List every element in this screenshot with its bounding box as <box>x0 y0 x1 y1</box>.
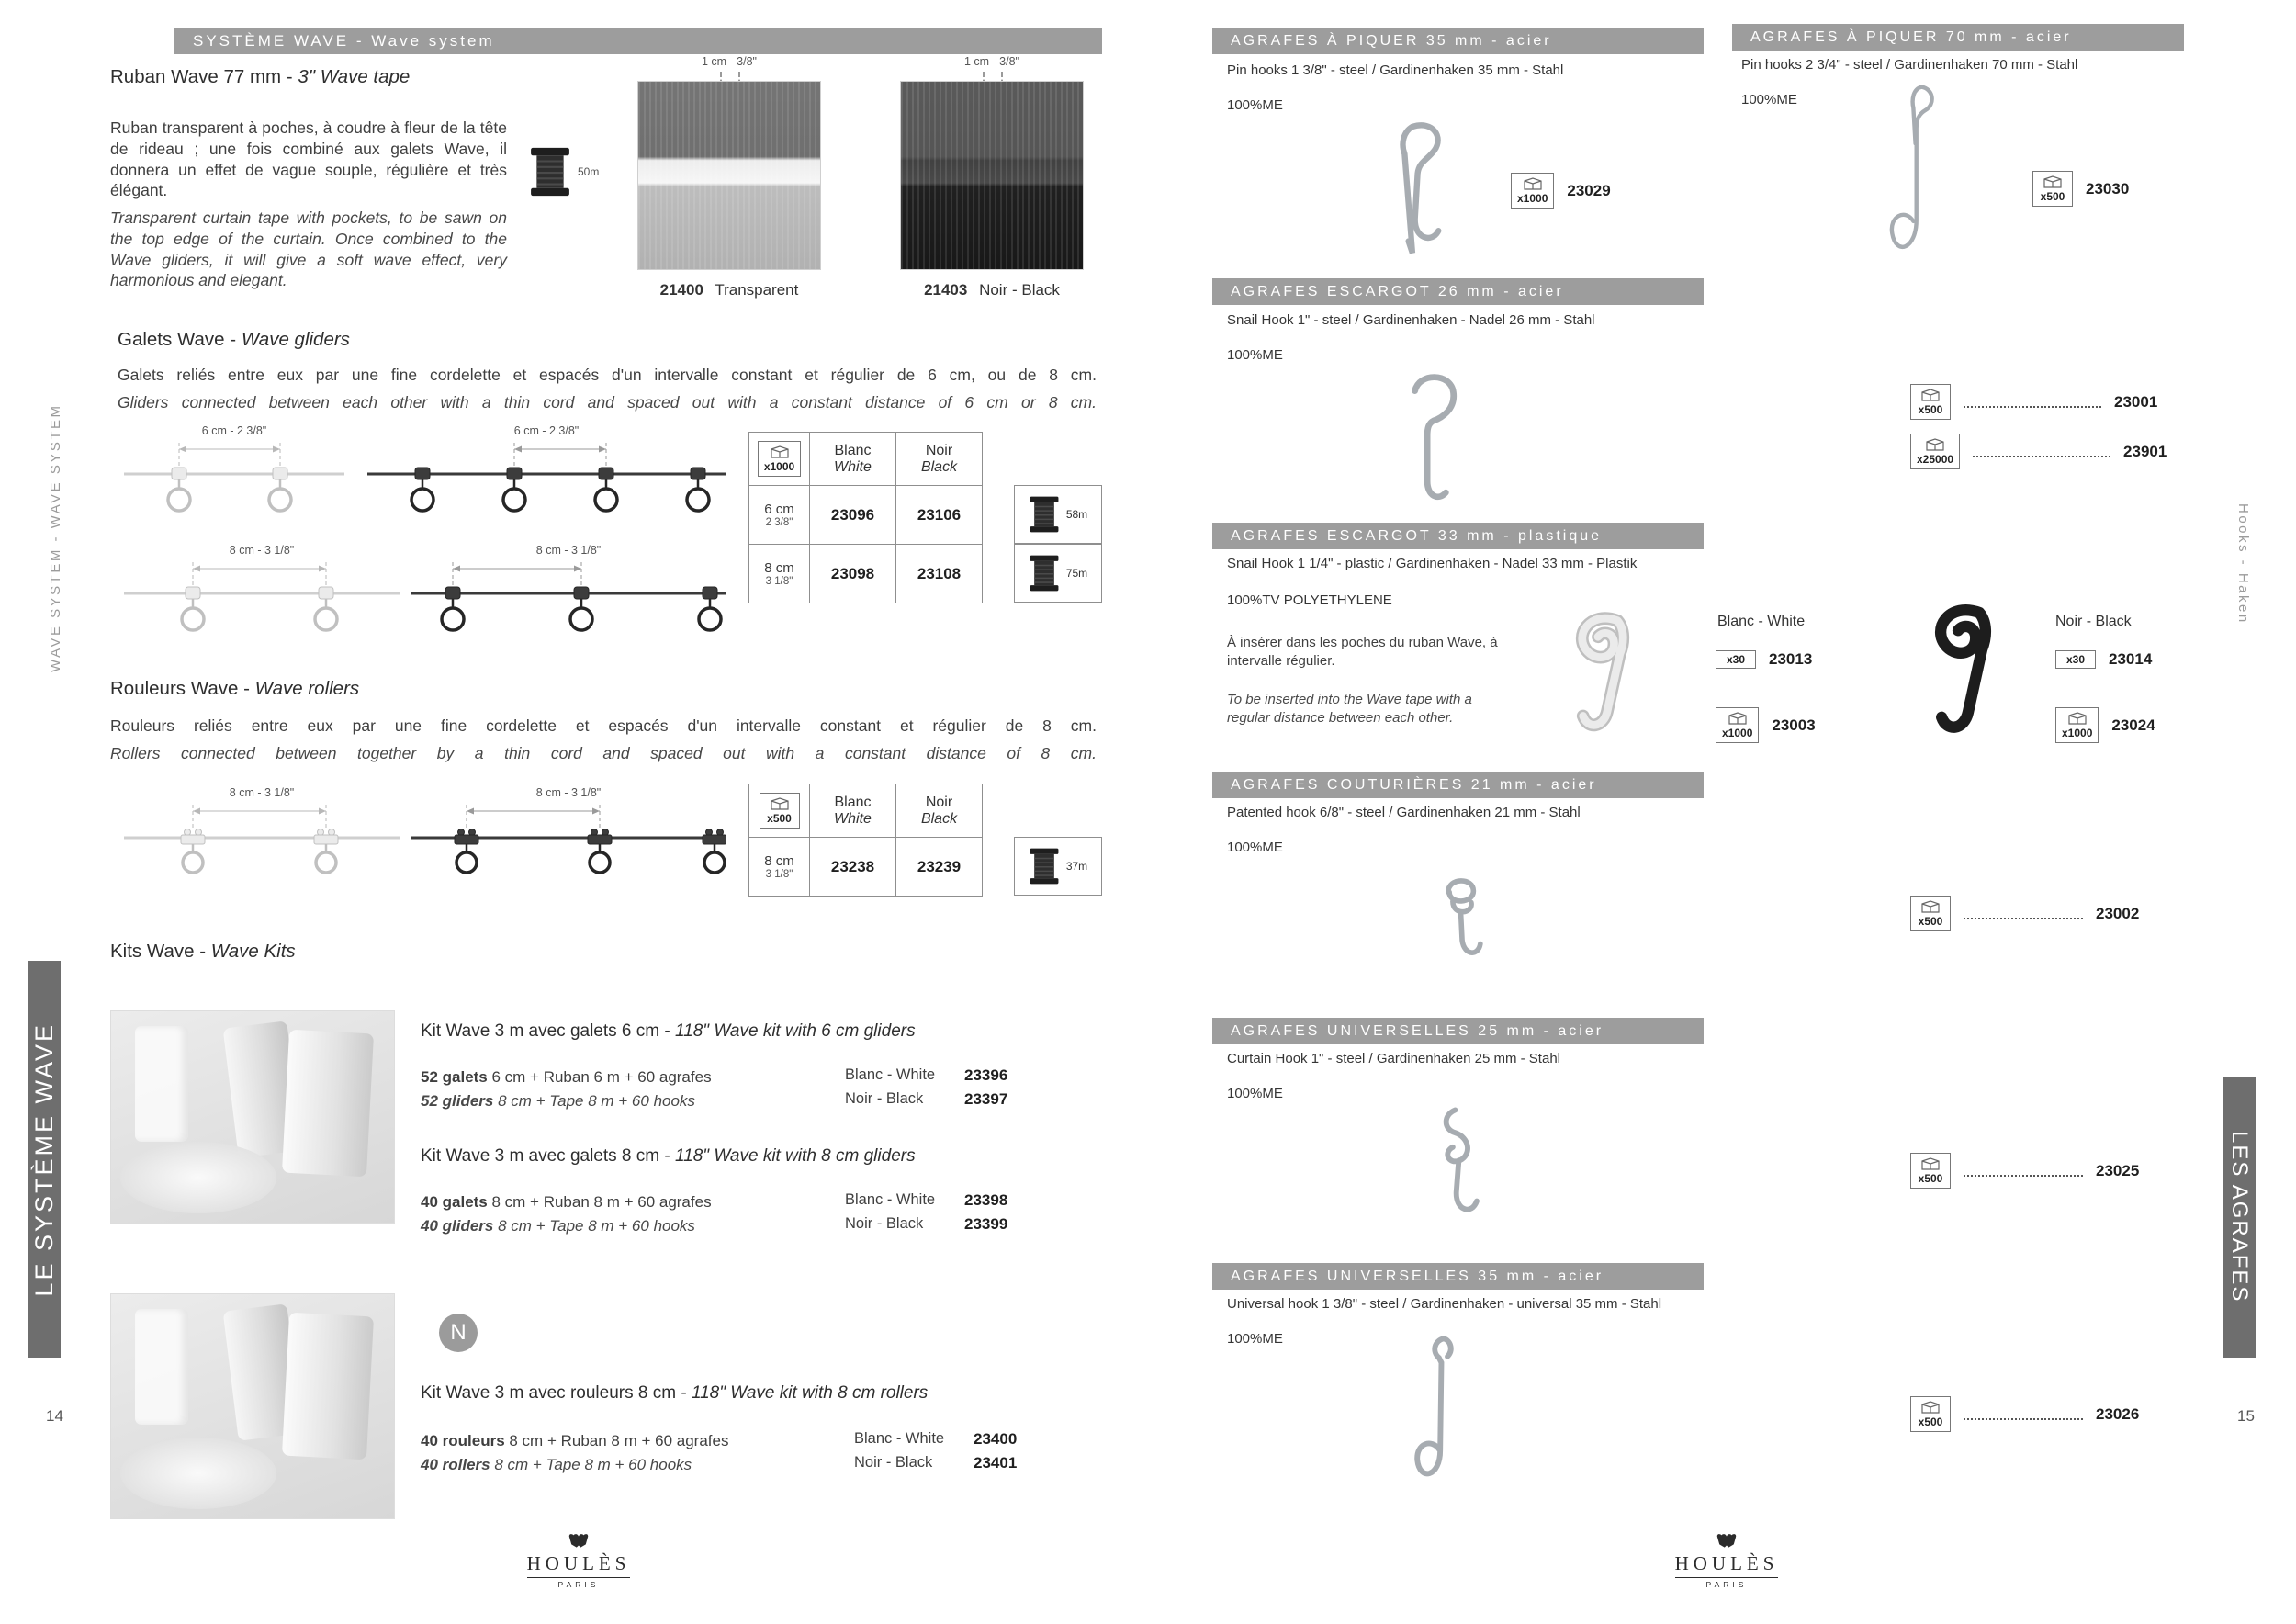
kit1-lead-en: 52 gliders <box>421 1091 494 1110</box>
pack-box <box>2055 707 2099 743</box>
material-label: 100%ME <box>1227 97 1283 113</box>
section-bar-piquer-35 <box>1212 28 1704 54</box>
pack-qty: x30 <box>2065 653 2086 666</box>
table-row <box>749 486 983 545</box>
material-label: 100%TV POLYETHYLENE <box>1227 592 1392 608</box>
pack-ref-row <box>1910 434 2167 469</box>
section-bar-couturieres-21 <box>1212 772 1704 798</box>
pack-box <box>760 793 800 829</box>
ref-white: 23096 <box>830 505 875 524</box>
color-label-black: Noir - Black <box>2055 614 2132 629</box>
column-white <box>810 433 896 486</box>
galets-heading <box>118 329 350 351</box>
kit1-contents <box>421 1066 712 1112</box>
tape-image-transparent <box>637 81 821 270</box>
section-bar-label: AGRAFES À PIQUER 70 mm - acier <box>1750 28 2072 45</box>
section-bar-label: AGRAFES À PIQUER 35 mm - acier <box>1231 32 1552 49</box>
pack-qty: x500 <box>1918 403 1943 416</box>
section-bar-escargot-33 <box>1212 523 1704 549</box>
kit2-title <box>421 1146 916 1167</box>
pack-ref-row <box>1511 173 1611 209</box>
pack-ref-row <box>1910 1153 2139 1189</box>
rouleurs-pack-cell <box>749 784 810 838</box>
carton-icon <box>1523 176 1543 191</box>
spool-icon <box>1029 494 1060 535</box>
carton-icon <box>1925 437 1945 452</box>
universal-hook-25-icon <box>1414 1100 1492 1238</box>
universal-hook-35-icon <box>1401 1330 1479 1505</box>
ruban-heading-en: 3" Wave tape <box>298 66 411 87</box>
ref-black: 23106 <box>917 505 962 524</box>
glider-icon <box>124 558 400 647</box>
tape-label: Transparent <box>715 281 799 299</box>
product-ref: 23901 <box>2123 442 2167 460</box>
section-subtitle: Pin hooks 2 3/4" - steel / Gardinenhaken 70 mm - Stahl <box>1741 57 2078 73</box>
section-bar-universelles-25 <box>1212 1018 1704 1044</box>
kit3-title-en: 118" Wave kit with 8 cm rollers <box>691 1383 929 1403</box>
rouleurs-heading <box>110 678 359 700</box>
pack-ref-row <box>1716 707 1816 743</box>
kit-photo-shape <box>282 1030 374 1178</box>
glider-diagram-white-8cm <box>124 544 400 651</box>
dotted-leader <box>1973 445 2110 457</box>
tape-caption <box>610 281 849 299</box>
product-ref: 23001 <box>2114 392 2158 411</box>
product-ref: 23002 <box>2096 904 2140 922</box>
ruban-heading-fr: Ruban Wave 77 mm - <box>110 66 293 87</box>
pack-ref-row <box>1716 650 1812 669</box>
kit2-rest-en: 8 cm + Tape 8 m + 60 hooks <box>493 1216 695 1235</box>
pack-ref-row <box>1910 1396 2139 1432</box>
kit3-rest-en: 8 cm + Tape 8 m + 60 hooks <box>490 1455 692 1473</box>
brand-name: HOULÈS <box>1674 1552 1779 1574</box>
pack-ref-row <box>1910 384 2157 420</box>
ref-black: 23239 <box>917 857 962 875</box>
kit3-title <box>421 1383 928 1404</box>
ref-white: 23098 <box>830 564 875 582</box>
pin-hook-70-icon <box>1869 81 1970 283</box>
crest-icon <box>1714 1532 1739 1551</box>
product-ref: 23026 <box>2096 1404 2140 1423</box>
ruban-spool-length: 50m <box>578 165 600 178</box>
white-ref: 23396 <box>964 1066 1008 1084</box>
pack-qty: x500 <box>1918 915 1943 928</box>
carton-icon <box>2043 175 2063 189</box>
kit2-lead-fr: 40 galets <box>421 1193 488 1211</box>
galets-desc-en: Gliders connected between each other with a thin cord and spaced out with a constant distance of 6 cm or 8 cm. <box>118 393 1097 412</box>
pack-qty: x500 <box>1918 1415 1943 1428</box>
section-subtitle: Snail Hook 1" - steel / Gardinenhaken - Nadel 26 mm - Stahl <box>1227 312 1595 328</box>
section-bar-universelles-35 <box>1212 1263 1704 1290</box>
rouleurs-heading-en: Wave rollers <box>254 678 360 699</box>
pack-qty: x1000 <box>1517 192 1548 205</box>
section-bar-escargot-26 <box>1212 278 1704 305</box>
size-cm: 6 cm <box>764 502 794 517</box>
size-cm: 8 cm <box>764 560 794 576</box>
pack-box <box>1910 384 1951 420</box>
kit2-lead-en: 40 gliders <box>421 1216 494 1235</box>
color-label-white: Blanc - White <box>1717 614 1806 629</box>
spool-length: 75m <box>1065 567 1088 580</box>
kit-photo-shape <box>135 1026 188 1142</box>
col-black-fr: Noir <box>925 794 953 810</box>
product-ref: 23013 <box>1769 650 1813 668</box>
kit1-title-fr: Kit Wave 3 m avec galets 6 cm - <box>421 1021 670 1041</box>
pack-ref-row <box>2032 171 2129 207</box>
pack-ref-row <box>1910 896 2139 931</box>
tape-caption <box>872 281 1111 299</box>
black-ref: 23401 <box>974 1453 1018 1472</box>
col-white-fr: Blanc <box>834 442 872 458</box>
section-subtitle: Curtain Hook 1" - steel / Gardinenhaken 25 mm - Stahl <box>1227 1051 1560 1066</box>
galets-spool-6cm <box>1014 485 1102 544</box>
rouleurs-table <box>748 784 983 897</box>
diagram-dim-label: 6 cm - 2 3/8" <box>201 424 267 437</box>
kit1-rest-en: 8 cm + Tape 8 m + 60 hooks <box>493 1091 695 1110</box>
pack-box <box>758 441 801 477</box>
galets-table <box>748 432 983 603</box>
size-cell <box>749 545 810 603</box>
tape-figure-black <box>900 55 1084 309</box>
ref-white: 23238 <box>830 857 875 875</box>
section-bar-label: AGRAFES ESCARGOT 26 mm - acier <box>1231 283 1564 299</box>
page-number-left: 14 <box>46 1407 63 1425</box>
col-white-en: White <box>834 810 872 827</box>
kit-photo-shape <box>282 1313 374 1460</box>
pack-qty: x500 <box>767 812 792 825</box>
kit3-lead-en: 40 rollers <box>421 1455 490 1473</box>
glider-icon <box>411 558 726 647</box>
glider-diagram-black-6cm <box>367 424 726 532</box>
brand-name: HOULÈS <box>526 1552 631 1574</box>
table-row <box>749 838 983 897</box>
diagram-dim-label: 8 cm - 3 1/8" <box>229 786 295 799</box>
kit1-rest-fr: 6 cm + Ruban 6 m + 60 agrafes <box>487 1068 712 1086</box>
right-margin-label: Hooks - Haken <box>2235 503 2251 625</box>
pack-qty: x1000 <box>1722 727 1753 739</box>
galets-heading-en: Wave gliders <box>241 329 350 350</box>
kit2-contents <box>421 1190 712 1237</box>
tape-label: Noir - Black <box>979 281 1060 299</box>
pack-box <box>1910 434 1960 469</box>
product-ref: 23014 <box>2109 650 2153 668</box>
dotted-leader <box>1964 1408 2083 1420</box>
size-in: 2 3/8" <box>765 517 793 528</box>
pack-ref-row <box>2055 650 2152 669</box>
material-label: 100%ME <box>1227 1086 1283 1101</box>
col-black-fr: Noir <box>925 442 953 458</box>
logo-divider <box>527 1577 630 1578</box>
section-subtitle: Pin hooks 1 3/8" - steel / Gardinenhaken 35 mm - Stahl <box>1227 62 1564 78</box>
product-ref: 23025 <box>2096 1161 2140 1179</box>
escargot33-desc-fr: À insérer dans les poches du ruban Wave, à intervalle régulier. <box>1227 635 1498 669</box>
black-ref: 23399 <box>964 1214 1008 1233</box>
product-ref: 23029 <box>1567 181 1611 199</box>
black-label: Noir - Black <box>845 1214 924 1232</box>
pack-qty: x1000 <box>763 460 795 473</box>
material-label: 100%ME <box>1227 347 1283 363</box>
glider-icon <box>367 439 726 527</box>
rouleurs-desc-fr: Rouleurs reliés entre eux par une fine cordelette et espacés d'un intervalle constant et régulier de 8 cm. <box>110 716 1097 735</box>
kit2-title-en: 118" Wave kit with 8 cm gliders <box>675 1146 916 1166</box>
section-bar-label: AGRAFES UNIVERSELLES 35 mm - acier <box>1231 1268 1604 1284</box>
carton-icon <box>1920 388 1941 402</box>
plastic-hook-white-icon <box>1566 608 1639 750</box>
black-ref: 23397 <box>964 1089 1008 1108</box>
size-cell <box>749 486 810 545</box>
col-white-fr: Blanc <box>834 794 872 810</box>
white-ref: 23398 <box>964 1191 1008 1209</box>
snail-hook-26-icon <box>1391 367 1469 510</box>
left-section-bar <box>174 28 1102 54</box>
new-product-badge: N <box>439 1314 478 1352</box>
left-section-bar-label: SYSTÈME WAVE - Wave system <box>193 31 495 50</box>
roller-icon <box>411 801 726 889</box>
pack-box <box>1511 173 1554 209</box>
carton-icon <box>1920 899 1941 914</box>
col-white-en: White <box>834 458 872 475</box>
kit1-lead-fr: 52 galets <box>421 1068 488 1086</box>
diagram-dim-label: 8 cm - 3 1/8" <box>535 786 602 799</box>
rouleurs-spool <box>1014 837 1102 896</box>
section-subtitle: Universal hook 1 3/8" - steel / Gardinenhaken - universal 35 mm - Stahl <box>1227 1296 1662 1312</box>
kit2-rest-fr: 8 cm + Ruban 8 m + 60 agrafes <box>487 1193 712 1211</box>
left-banner-label: LE SYSTÈME WAVE <box>29 1021 58 1297</box>
section-subtitle: Snail Hook 1 1/4" - plastic / Gardinenhaken - Nadel 33 mm - Plastik <box>1227 556 1638 571</box>
material-label: 100%ME <box>1741 92 1797 107</box>
kits-heading <box>110 941 296 963</box>
diagram-dim-label: 6 cm - 2 3/8" <box>513 424 580 437</box>
product-ref: 23030 <box>2086 179 2130 197</box>
dotted-leader <box>1964 1165 2083 1177</box>
brand-city: PARIS <box>557 1580 600 1589</box>
kit3-refs <box>854 1427 1017 1474</box>
roller-diagram-black <box>411 786 726 894</box>
plastic-hook-black-icon <box>1919 599 2007 755</box>
white-label: Blanc - White <box>854 1430 945 1447</box>
section-bar-label: AGRAFES UNIVERSELLES 25 mm - acier <box>1231 1022 1604 1039</box>
carton-icon <box>770 445 790 459</box>
kit3-lead-fr: 40 rouleurs <box>421 1432 505 1449</box>
right-banner-label: LES AGRAFES <box>2227 1131 2252 1303</box>
section-bar-label: AGRAFES ESCARGOT 33 mm - plastique <box>1231 527 1603 544</box>
section-subtitle: Patented hook 6/8" - steel / Gardinenhaken 21 mm - Stahl <box>1227 805 1581 820</box>
brand-logo-right <box>1649 1532 1805 1589</box>
column-black <box>896 784 983 838</box>
left-banner <box>28 961 61 1358</box>
ruban-desc-fr: Ruban transparent à poches, à coudre à fleur de la tête de rideau ; une fois combiné aux galets Wave, il donnera un effet de vague souple, régulière et très élégant. <box>110 118 507 200</box>
kit-photo-rollers <box>110 1293 395 1519</box>
diagram-dim-label: 8 cm - 3 1/8" <box>535 544 602 557</box>
kit-photo-gliders <box>110 1010 395 1224</box>
pack-box <box>2032 171 2073 207</box>
roller-icon <box>124 801 400 889</box>
tape-dim-label: 1 cm - 3/8" <box>963 55 1019 68</box>
product-ref: 23003 <box>1772 716 1816 734</box>
left-margin-label: WAVE SYSTEM - WAVE SYSTEM <box>48 403 63 672</box>
spool-icon <box>1029 846 1060 886</box>
white-label: Blanc - White <box>845 1066 936 1083</box>
pack-qty: x500 <box>1918 1172 1943 1185</box>
brand-city: PARIS <box>1705 1580 1748 1589</box>
kit1-title <box>421 1021 916 1042</box>
logo-divider <box>1675 1577 1778 1578</box>
carton-icon <box>1728 711 1748 726</box>
pack-box <box>1910 1396 1951 1432</box>
kits-heading-fr: Kits Wave - <box>110 941 207 962</box>
crest-icon <box>566 1532 591 1551</box>
kit1-title-en: 118" Wave kit with 6 cm gliders <box>675 1021 916 1041</box>
pack-qty: x25000 <box>1917 453 1954 466</box>
ruban-spool <box>529 145 599 198</box>
tape-ref: 21400 <box>659 281 703 299</box>
ref-black: 23108 <box>917 564 962 582</box>
material-label: 100%ME <box>1227 840 1283 855</box>
table-row <box>749 545 983 603</box>
galets-heading-fr: Galets Wave - <box>118 329 237 350</box>
pack-qty: x500 <box>2040 190 2065 203</box>
dotted-leader <box>1964 396 2101 408</box>
col-black-en: Black <box>920 810 958 827</box>
carton-icon <box>770 796 790 811</box>
kit1-refs <box>845 1064 1007 1111</box>
roller-diagram-white <box>124 786 400 894</box>
right-banner <box>2223 1077 2256 1358</box>
product-ref: 23024 <box>2111 716 2155 734</box>
patented-hook-21-icon <box>1419 868 1497 983</box>
brand-logo-left <box>501 1532 657 1589</box>
dotted-leader <box>1964 908 2083 919</box>
kit3-rest-fr: 8 cm + Ruban 8 m + 60 agrafes <box>504 1432 729 1449</box>
pack-box <box>1716 650 1756 669</box>
carton-icon <box>1920 1400 1941 1415</box>
galets-desc-fr: Galets reliés entre eux par une fine cordelette et espacés d'un intervalle constant et régulier de 6 cm, ou de 8 cm. <box>118 366 1097 384</box>
white-label: Blanc - White <box>845 1191 936 1208</box>
escargot33-desc-en: To be inserted into the Wave tape with a regular distance between each other. <box>1227 692 1472 726</box>
kit2-title-fr: Kit Wave 3 m avec galets 8 cm - <box>421 1146 670 1166</box>
tape-figure-transparent <box>637 55 821 309</box>
carton-icon <box>1920 1156 1941 1171</box>
glider-diagram-white-6cm <box>124 424 344 532</box>
white-ref: 23400 <box>974 1430 1018 1448</box>
section-bar-label: AGRAFES COUTURIÈRES 21 mm - acier <box>1231 776 1597 793</box>
rouleurs-desc-en: Rollers connected between together by a thin cord and spaced out with a constant distance of 8 cm. <box>110 744 1097 762</box>
size-in: 3 1/8" <box>765 576 793 587</box>
pack-qty: x30 <box>1726 653 1746 666</box>
galets-pack-cell <box>749 433 810 486</box>
glider-icon <box>124 439 344 527</box>
kits-heading-en: Wave Kits <box>210 941 296 962</box>
spool-icon <box>1029 553 1060 593</box>
kit-photo-shape <box>135 1309 188 1425</box>
size-in: 3 1/8" <box>765 869 793 880</box>
pack-box <box>1716 707 1759 743</box>
size-cm: 8 cm <box>764 853 794 869</box>
pack-qty: x1000 <box>2062 727 2093 739</box>
page-number-right: 15 <box>2237 1407 2255 1425</box>
tape-dim-label: 1 cm - 3/8" <box>701 55 757 68</box>
kit3-title-fr: Kit Wave 3 m avec rouleurs 8 cm - <box>421 1383 687 1403</box>
col-black-en: Black <box>920 458 958 475</box>
kit-photo-shape <box>120 1142 276 1213</box>
size-cell <box>749 838 810 897</box>
kit2-refs <box>845 1189 1007 1235</box>
rouleurs-heading-fr: Rouleurs Wave - <box>110 678 250 699</box>
galets-spool-8cm <box>1014 544 1102 603</box>
kit-photo-shape <box>120 1438 276 1509</box>
pack-box <box>1910 896 1951 931</box>
ruban-heading <box>110 66 410 88</box>
kit3-contents <box>421 1429 728 1476</box>
spool-length: 58m <box>1065 508 1088 521</box>
carton-icon <box>2067 711 2088 726</box>
section-bar-piquer-70 <box>1732 24 2184 51</box>
material-label: 100%ME <box>1227 1331 1283 1347</box>
column-black <box>896 433 983 486</box>
tape-image-black <box>900 81 1084 270</box>
black-label: Noir - Black <box>854 1453 933 1471</box>
spool-length: 37m <box>1065 860 1088 873</box>
diagram-dim-label: 8 cm - 3 1/8" <box>229 544 295 557</box>
column-white <box>810 784 896 838</box>
tape-ref: 21403 <box>924 281 968 299</box>
black-label: Noir - Black <box>845 1089 924 1107</box>
glider-diagram-black-8cm <box>411 544 726 651</box>
ruban-desc-en: Transparent curtain tape with pockets, to be sawn on the top edge of the curtain. Once combined to the Wave gliders, it will give a soft wave effect, very harmonious and elegant. <box>110 209 507 290</box>
spool-icon <box>529 145 571 198</box>
pin-hook-35-icon <box>1378 118 1460 274</box>
pack-box <box>1910 1153 1951 1189</box>
pack-box <box>2055 650 2096 669</box>
pack-ref-row <box>2055 707 2155 743</box>
